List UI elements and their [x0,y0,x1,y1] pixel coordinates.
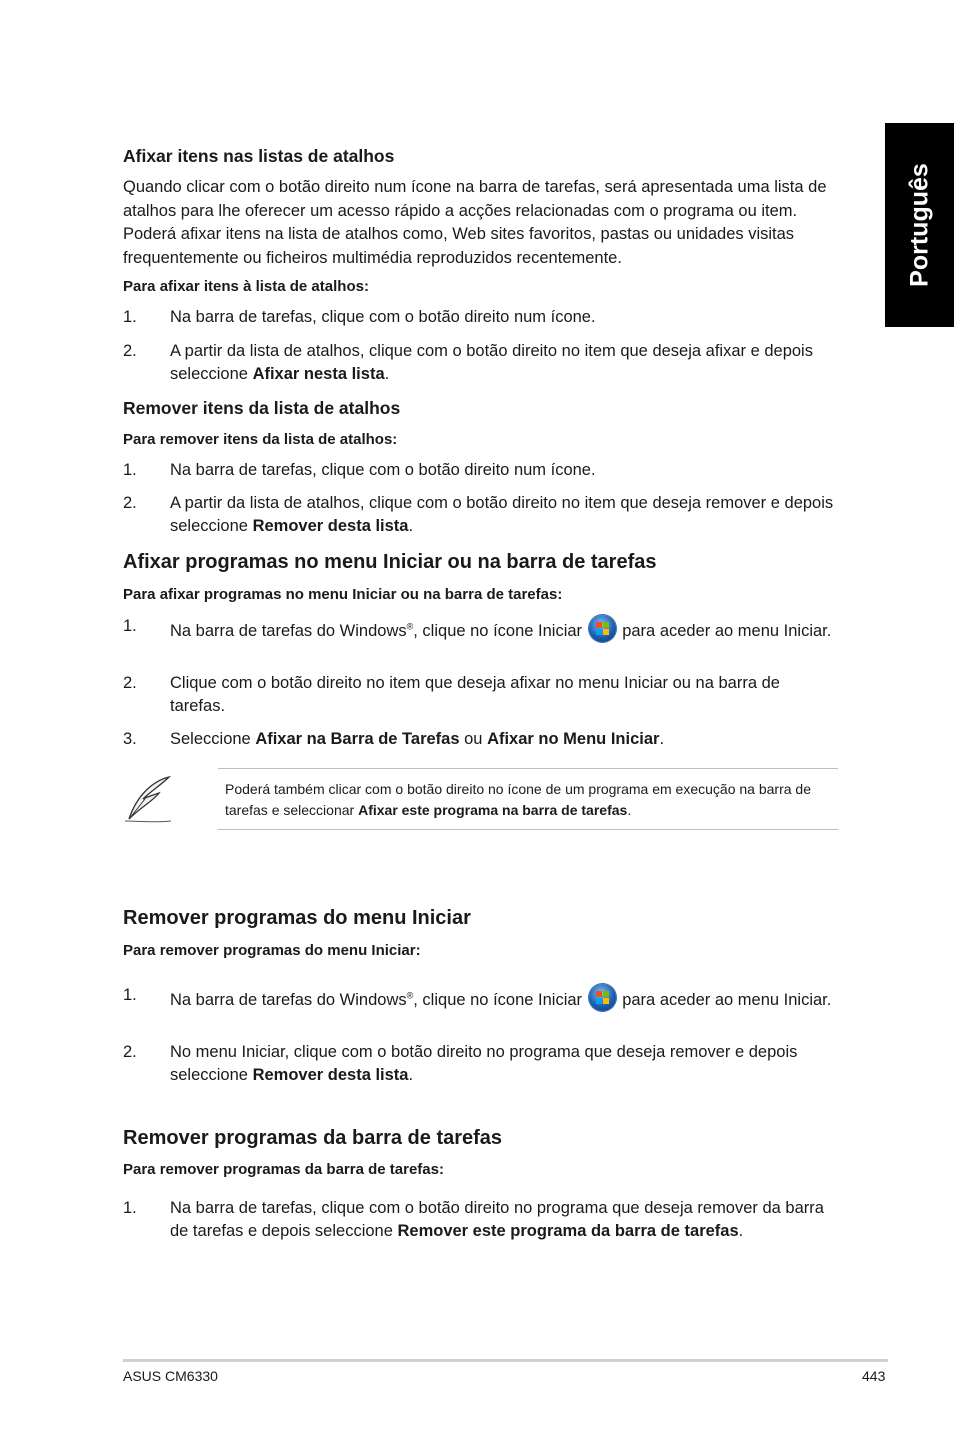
procedure-heading: Para remover programas do menu Iniciar: [123,942,421,959]
step-text-end: . [659,730,665,748]
step-number: 2. [123,342,137,360]
step-number: 1. [123,308,137,326]
step-text: Na barra de tarefas, clique com o botão direito num ícone. [170,308,596,326]
step-text-plain: ou [459,730,488,748]
step-text [170,1041,839,1087]
step-text [170,984,839,1012]
list-item [123,340,839,386]
step-text-plain: para aceder ao menu Iniciar. [617,622,832,640]
step-text-bold: Remover desta lista [252,1066,409,1084]
list-item [123,672,839,718]
procedure-heading: Para remover itens da lista de atalhos: [123,431,398,448]
step-text-bold: Afixar nesta lista [252,365,385,383]
language-tab-label: Português [905,163,933,287]
list-item [123,984,839,1012]
note-text [225,779,840,820]
windows-start-icon [589,615,616,642]
list-item [123,459,839,482]
step-text [170,728,839,751]
footer-product-name: ASUS CM6330 [123,1368,218,1384]
step-text: Na barra de tarefas, clique com o botão direito num ícone. [170,461,596,479]
step-text-plain: , clique no ícone Iniciar [413,622,583,640]
step-text-bold: Remover desta lista [252,517,409,535]
step-text-plain: A partir da lista de atalhos, clique com o botão direito no item que deseja afixar e depois seleccione [170,342,813,383]
section-title-pin-jumplist: Afixar itens nas listas de atalhos [123,146,395,166]
step-text-end: . [408,517,414,535]
list-item [123,306,839,329]
step-text-bold: Afixar na Barra de Tarefas [255,730,460,748]
step-text-plain: No menu Iniciar, clique com o botão direito no programa que deseja remover e depois seleccione [170,1043,798,1084]
note-text-plain: Poderá também clicar com o botão direito no ícone de um programa em execução na barra de tarefas e seleccionar [225,781,811,818]
section-title-remove-taskbar-programs: Remover programas da barra de tarefas [123,1127,503,1149]
step-text-plain: Na barra de tarefas do Windows [170,622,407,640]
step-number: 1. [123,1199,137,1217]
footer-divider [123,1359,888,1362]
language-tab [885,123,954,327]
step-text-plain: Seleccione [170,730,256,748]
note-text-end: . [627,801,632,818]
list-item [123,492,839,538]
step-text [170,492,839,538]
step-text [170,340,839,386]
step-text-bold: Afixar no Menu Iniciar [487,730,660,748]
page-number: 443 [862,1368,886,1384]
step-text-plain: para aceder ao menu Iniciar. [617,991,832,1009]
step-text-plain: Na barra de tarefas do Windows [170,991,407,1009]
procedure-heading: Para remover programas da barra de tarefas: [123,1161,444,1178]
registered-mark: ® [406,621,414,632]
section-title-remove-start-programs: Remover programas do menu Iniciar [123,907,471,929]
list-item [123,615,839,643]
list-item [123,728,839,751]
step-text-end: . [738,1222,744,1240]
step-number: 2. [123,494,137,512]
section-title-remove-jumplist: Remover itens da lista de atalhos [123,398,401,418]
step-number: 2. [123,674,137,692]
registered-mark: ® [406,990,414,1001]
step-text [170,1197,839,1243]
step-text-plain: Na barra de tarefas, clique com o botão direito no programa que deseja remover da barra de tarefas e depois seleccione [170,1199,824,1240]
note-text-bold: Afixar este programa na barra de tarefas [358,801,628,818]
step-number: 1. [123,617,137,635]
note-quill-icon [123,775,175,825]
step-text [170,615,839,643]
list-item [123,1197,839,1243]
step-number: 3. [123,730,137,748]
section-intro: Quando clicar com o botão direito num ícone na barra de tarefas, será apresentada uma lista de atalhos para lhe oferecer um acesso rápido a acções relacionadas com o programa ou item. Poderá afixar itens na lista de atalhos como, Web sites favoritos, pastas ou unidades visitas frequentemente ou ficheiros multimédia reproduzidos recentemente. [123,178,827,267]
step-text-end: . [384,365,390,383]
step-number: 1. [123,461,137,479]
step-number: 1. [123,986,137,1004]
procedure-heading: Para afixar itens à lista de atalhos: [123,278,369,295]
step-text-end: . [408,1066,414,1084]
step-text-plain: , clique no ícone Iniciar [413,991,583,1009]
windows-start-icon [589,984,616,1011]
list-item [123,1041,839,1087]
procedure-heading: Para afixar programas no menu Iniciar ou na barra de tarefas: [123,586,563,603]
section-title-pin-programs: Afixar programas no menu Iniciar ou na barra de tarefas [123,551,657,573]
note-box [218,768,838,830]
step-text-plain: A partir da lista de atalhos, clique com o botão direito no item que deseja remover e depois seleccione [170,494,834,535]
step-text-bold: Remover este programa da barra de tarefas [397,1222,739,1240]
step-text: Clique com o botão direito no item que deseja afixar no menu Iniciar ou na barra de tarefas. [170,674,780,715]
step-number: 2. [123,1043,137,1061]
